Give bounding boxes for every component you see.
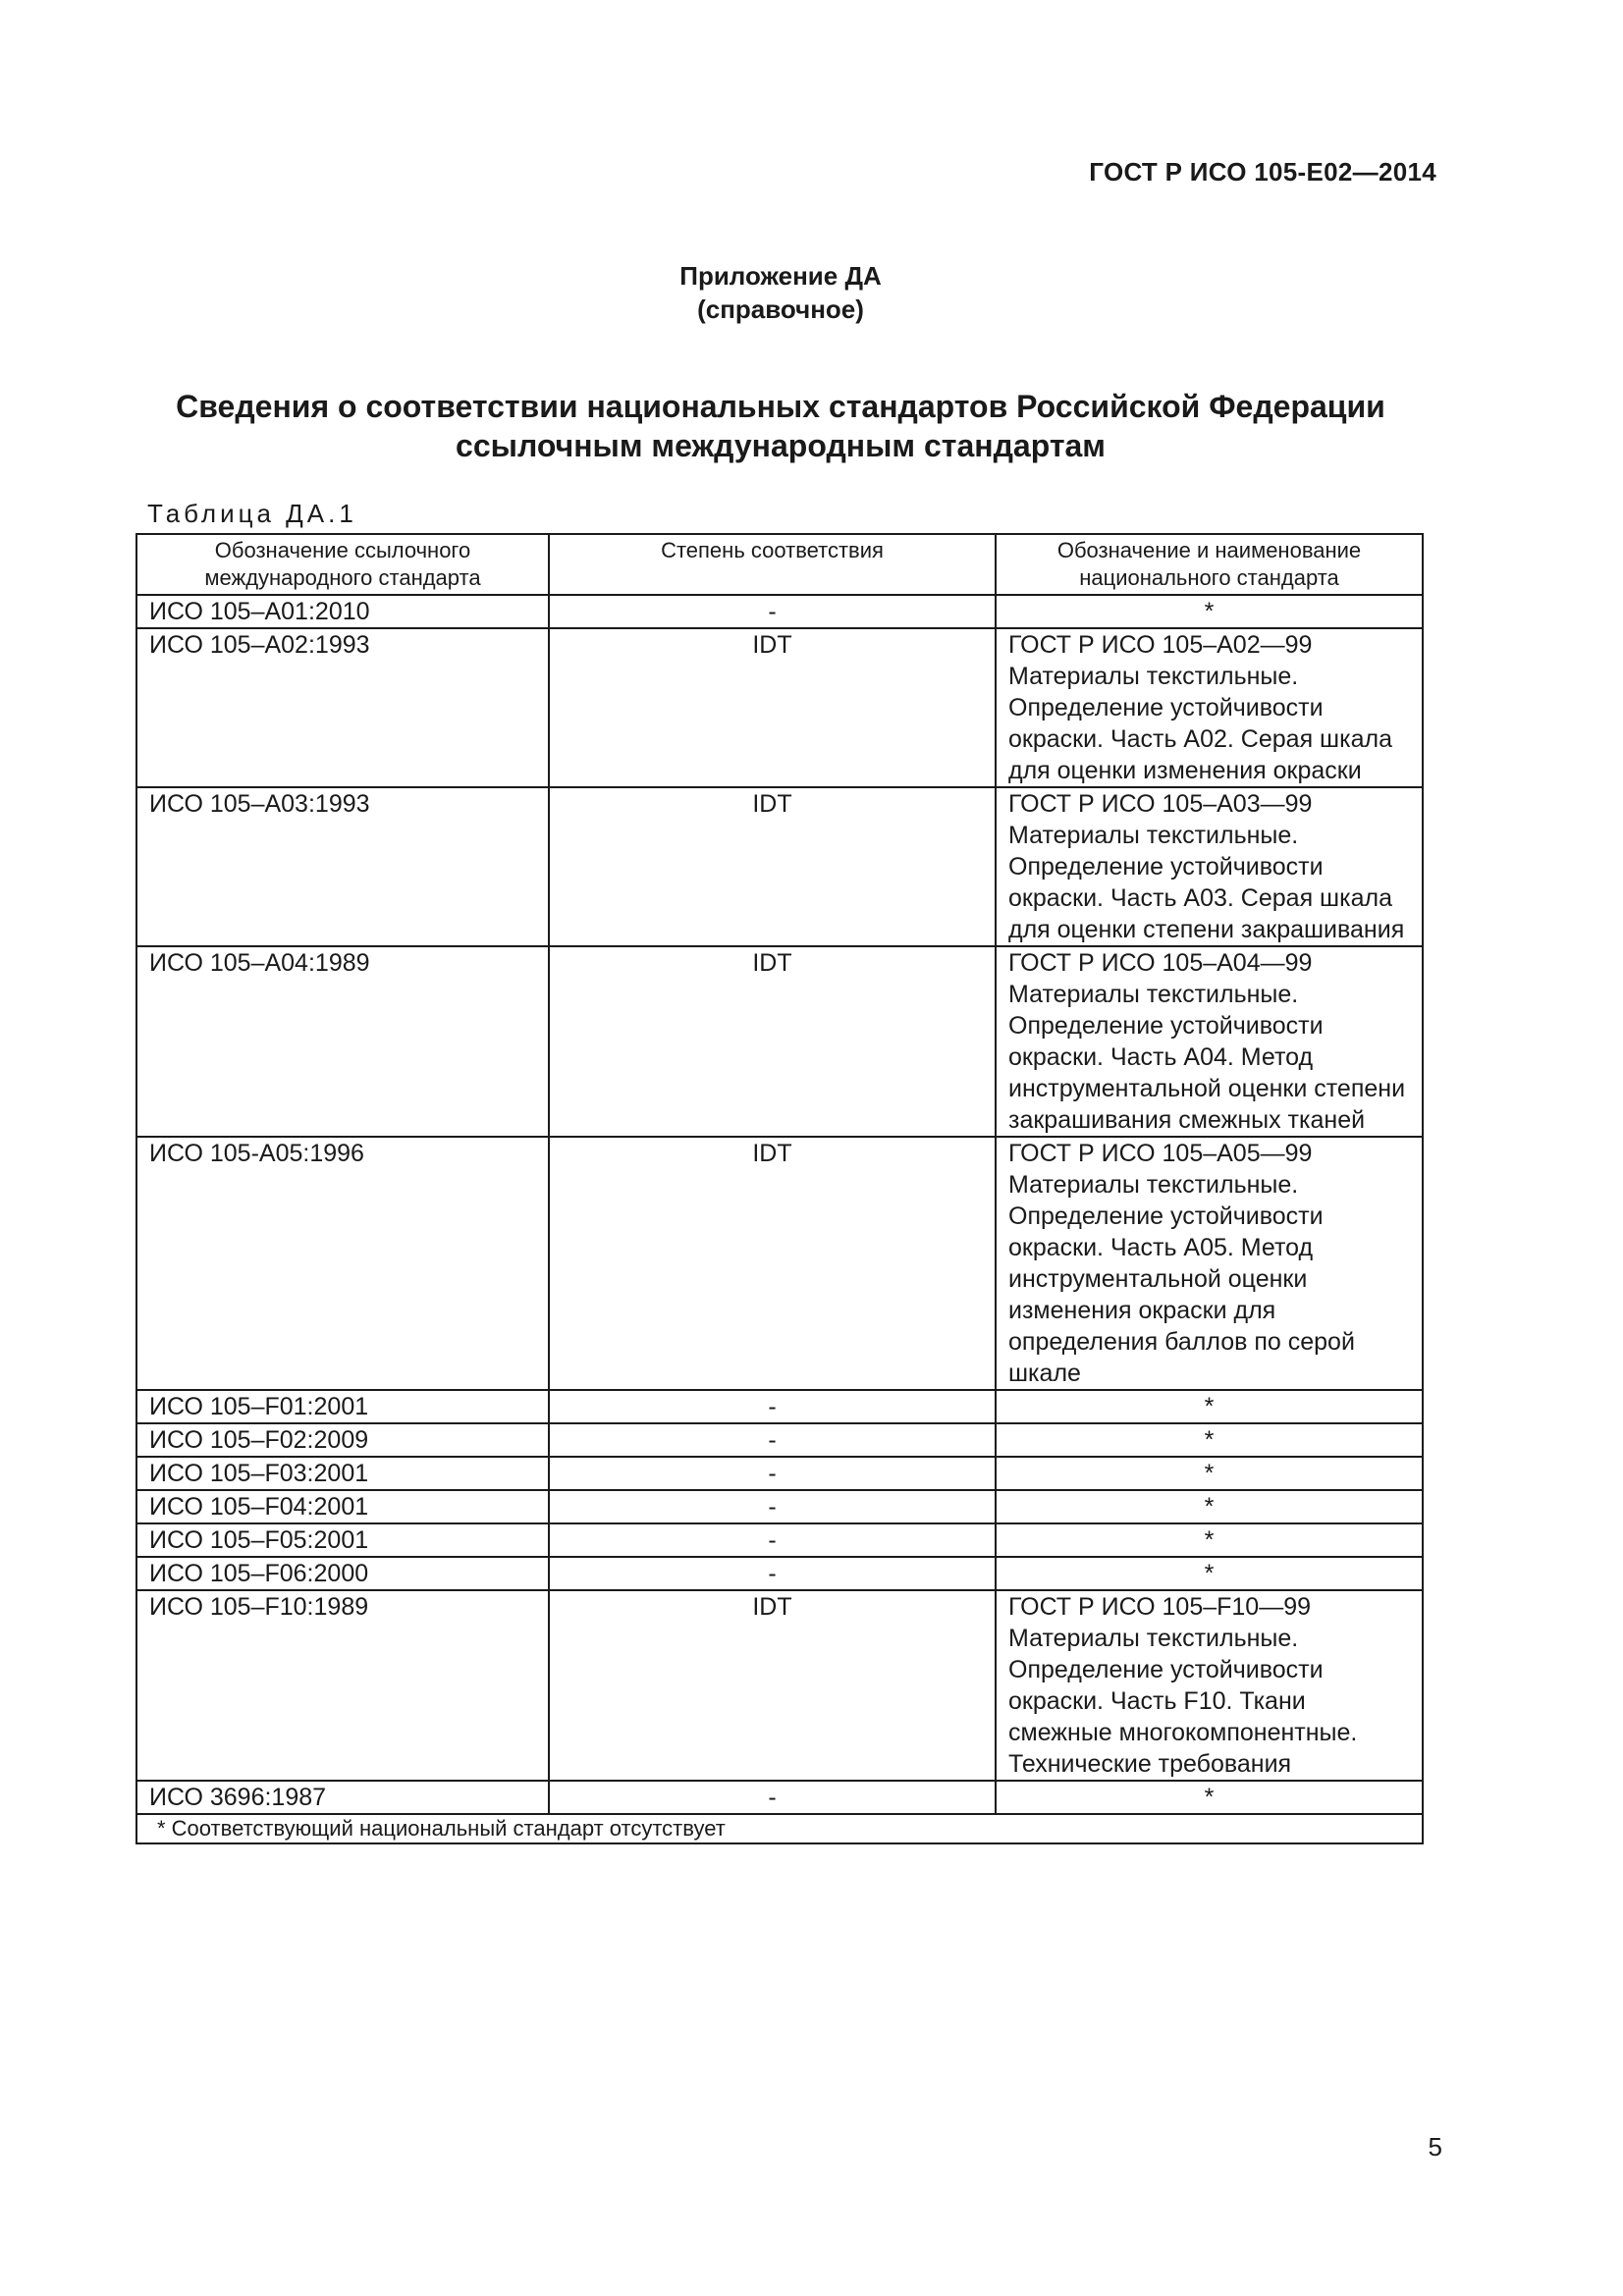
table-row — [136, 1137, 1423, 1390]
degree-cell: - — [549, 1423, 996, 1457]
table-row — [136, 1490, 1423, 1523]
table-row — [136, 787, 1423, 946]
intl-standard-cell: ИСО 105–F05:2001 — [136, 1523, 549, 1557]
national-standard-cell: * — [996, 1390, 1423, 1423]
national-standard-cell: ГОСТ Р ИСО 105–А05—99 Материалы текстильные. Определение устойчивости окраски. Часть А05. Метод инструментальной оценки изменения окраски для определения баллов по серой шкале — [996, 1137, 1423, 1390]
national-standard-cell: * — [996, 595, 1423, 628]
degree-cell: - — [549, 595, 996, 628]
table-row — [136, 595, 1423, 628]
intl-standard-cell: ИСО 105–F03:2001 — [136, 1457, 549, 1490]
table-row — [136, 1390, 1423, 1423]
national-standard-cell: ГОСТ Р ИСО 105–А04—99 Материалы текстильные. Определение устойчивости окраски. Часть А04. Метод инструментальной оценки степени закрашивания смежных тканей — [996, 946, 1423, 1137]
intl-standard-cell: ИСО 105–А04:1989 — [136, 946, 549, 1137]
table-row — [136, 1590, 1423, 1781]
intl-standard-cell: ИСО 105–F01:2001 — [136, 1390, 549, 1423]
table-footnote-row — [136, 1814, 1423, 1843]
intl-standard-cell: ИСО 105–F04:2001 — [136, 1490, 549, 1523]
page-number: 5 — [1428, 2132, 1442, 2162]
table-row — [136, 628, 1423, 787]
degree-cell: IDT — [549, 787, 996, 946]
table-row — [136, 1423, 1423, 1457]
degree-cell: IDT — [549, 1590, 996, 1781]
degree-cell: IDT — [549, 628, 996, 787]
degree-cell: - — [549, 1390, 996, 1423]
degree-cell: - — [549, 1490, 996, 1523]
standards-table — [135, 533, 1424, 1844]
degree-cell: - — [549, 1557, 996, 1590]
degree-cell: IDT — [549, 1137, 996, 1390]
column-header-intl-standard: Обозначение ссылочного международного стандарта — [136, 534, 549, 595]
degree-cell: - — [549, 1781, 996, 1814]
table-row — [136, 1781, 1423, 1814]
national-standard-cell: * — [996, 1523, 1423, 1557]
table-row — [136, 946, 1423, 1137]
appendix-title: Приложение ДА — [679, 261, 882, 291]
intl-standard-cell: ИСО 105–F06:2000 — [136, 1557, 549, 1590]
appendix-heading — [0, 259, 1561, 326]
national-standard-cell: * — [996, 1423, 1423, 1457]
national-standard-cell: * — [996, 1781, 1423, 1814]
intl-standard-cell: ИСО 105–F02:2009 — [136, 1423, 549, 1457]
document-code: ГОСТ Р ИСО 105-Е02—2014 — [1089, 157, 1436, 187]
degree-cell: - — [549, 1523, 996, 1557]
degree-cell: - — [549, 1457, 996, 1490]
national-standard-cell: ГОСТ Р ИСО 105–А02—99 Материалы текстильные. Определение устойчивости окраски. Часть А02. Серая шкала для оценки изменения окраски — [996, 628, 1423, 787]
degree-cell: IDT — [549, 946, 996, 1137]
page-title-line-1: Сведения о соответствии национальных стандартов Российской Федерации — [176, 389, 1385, 424]
table-header-row — [136, 534, 1423, 595]
column-header-degree: Степень соответствия — [549, 534, 996, 595]
table-row — [136, 1557, 1423, 1590]
table-row — [136, 1457, 1423, 1490]
table-footnote: * Соответствующий национальный стандарт отсутствует — [136, 1814, 1423, 1843]
page-title — [0, 387, 1561, 465]
page-title-line-2: ссылочным международным стандартам — [456, 428, 1106, 463]
national-standard-cell: ГОСТ Р ИСО 105–F10—99 Материалы текстильные. Определение устойчивости окраски. Часть F10. Ткани смежные многокомпонентные. Технические требования — [996, 1590, 1423, 1781]
intl-standard-cell: ИСО 105–А02:1993 — [136, 628, 549, 787]
national-standard-cell: * — [996, 1490, 1423, 1523]
table-row — [136, 1523, 1423, 1557]
national-standard-cell: * — [996, 1457, 1423, 1490]
intl-standard-cell: ИСО 105–А01:2010 — [136, 595, 549, 628]
intl-standard-cell: ИСО 105-А05:1996 — [136, 1137, 549, 1390]
national-standard-cell: * — [996, 1557, 1423, 1590]
table-caption: Таблица ДА.1 — [147, 499, 357, 528]
appendix-subtitle: (справочное) — [697, 294, 864, 324]
national-standard-cell: ГОСТ Р ИСО 105–А03—99 Материалы текстильные. Определение устойчивости окраски. Часть А03. Серая шкала для оценки степени закрашивания — [996, 787, 1423, 946]
intl-standard-cell: ИСО 3696:1987 — [136, 1781, 549, 1814]
intl-standard-cell: ИСО 105–А03:1993 — [136, 787, 549, 946]
column-header-national-standard: Обозначение и наименование национального стандарта — [996, 534, 1423, 595]
intl-standard-cell: ИСО 105–F10:1989 — [136, 1590, 549, 1781]
